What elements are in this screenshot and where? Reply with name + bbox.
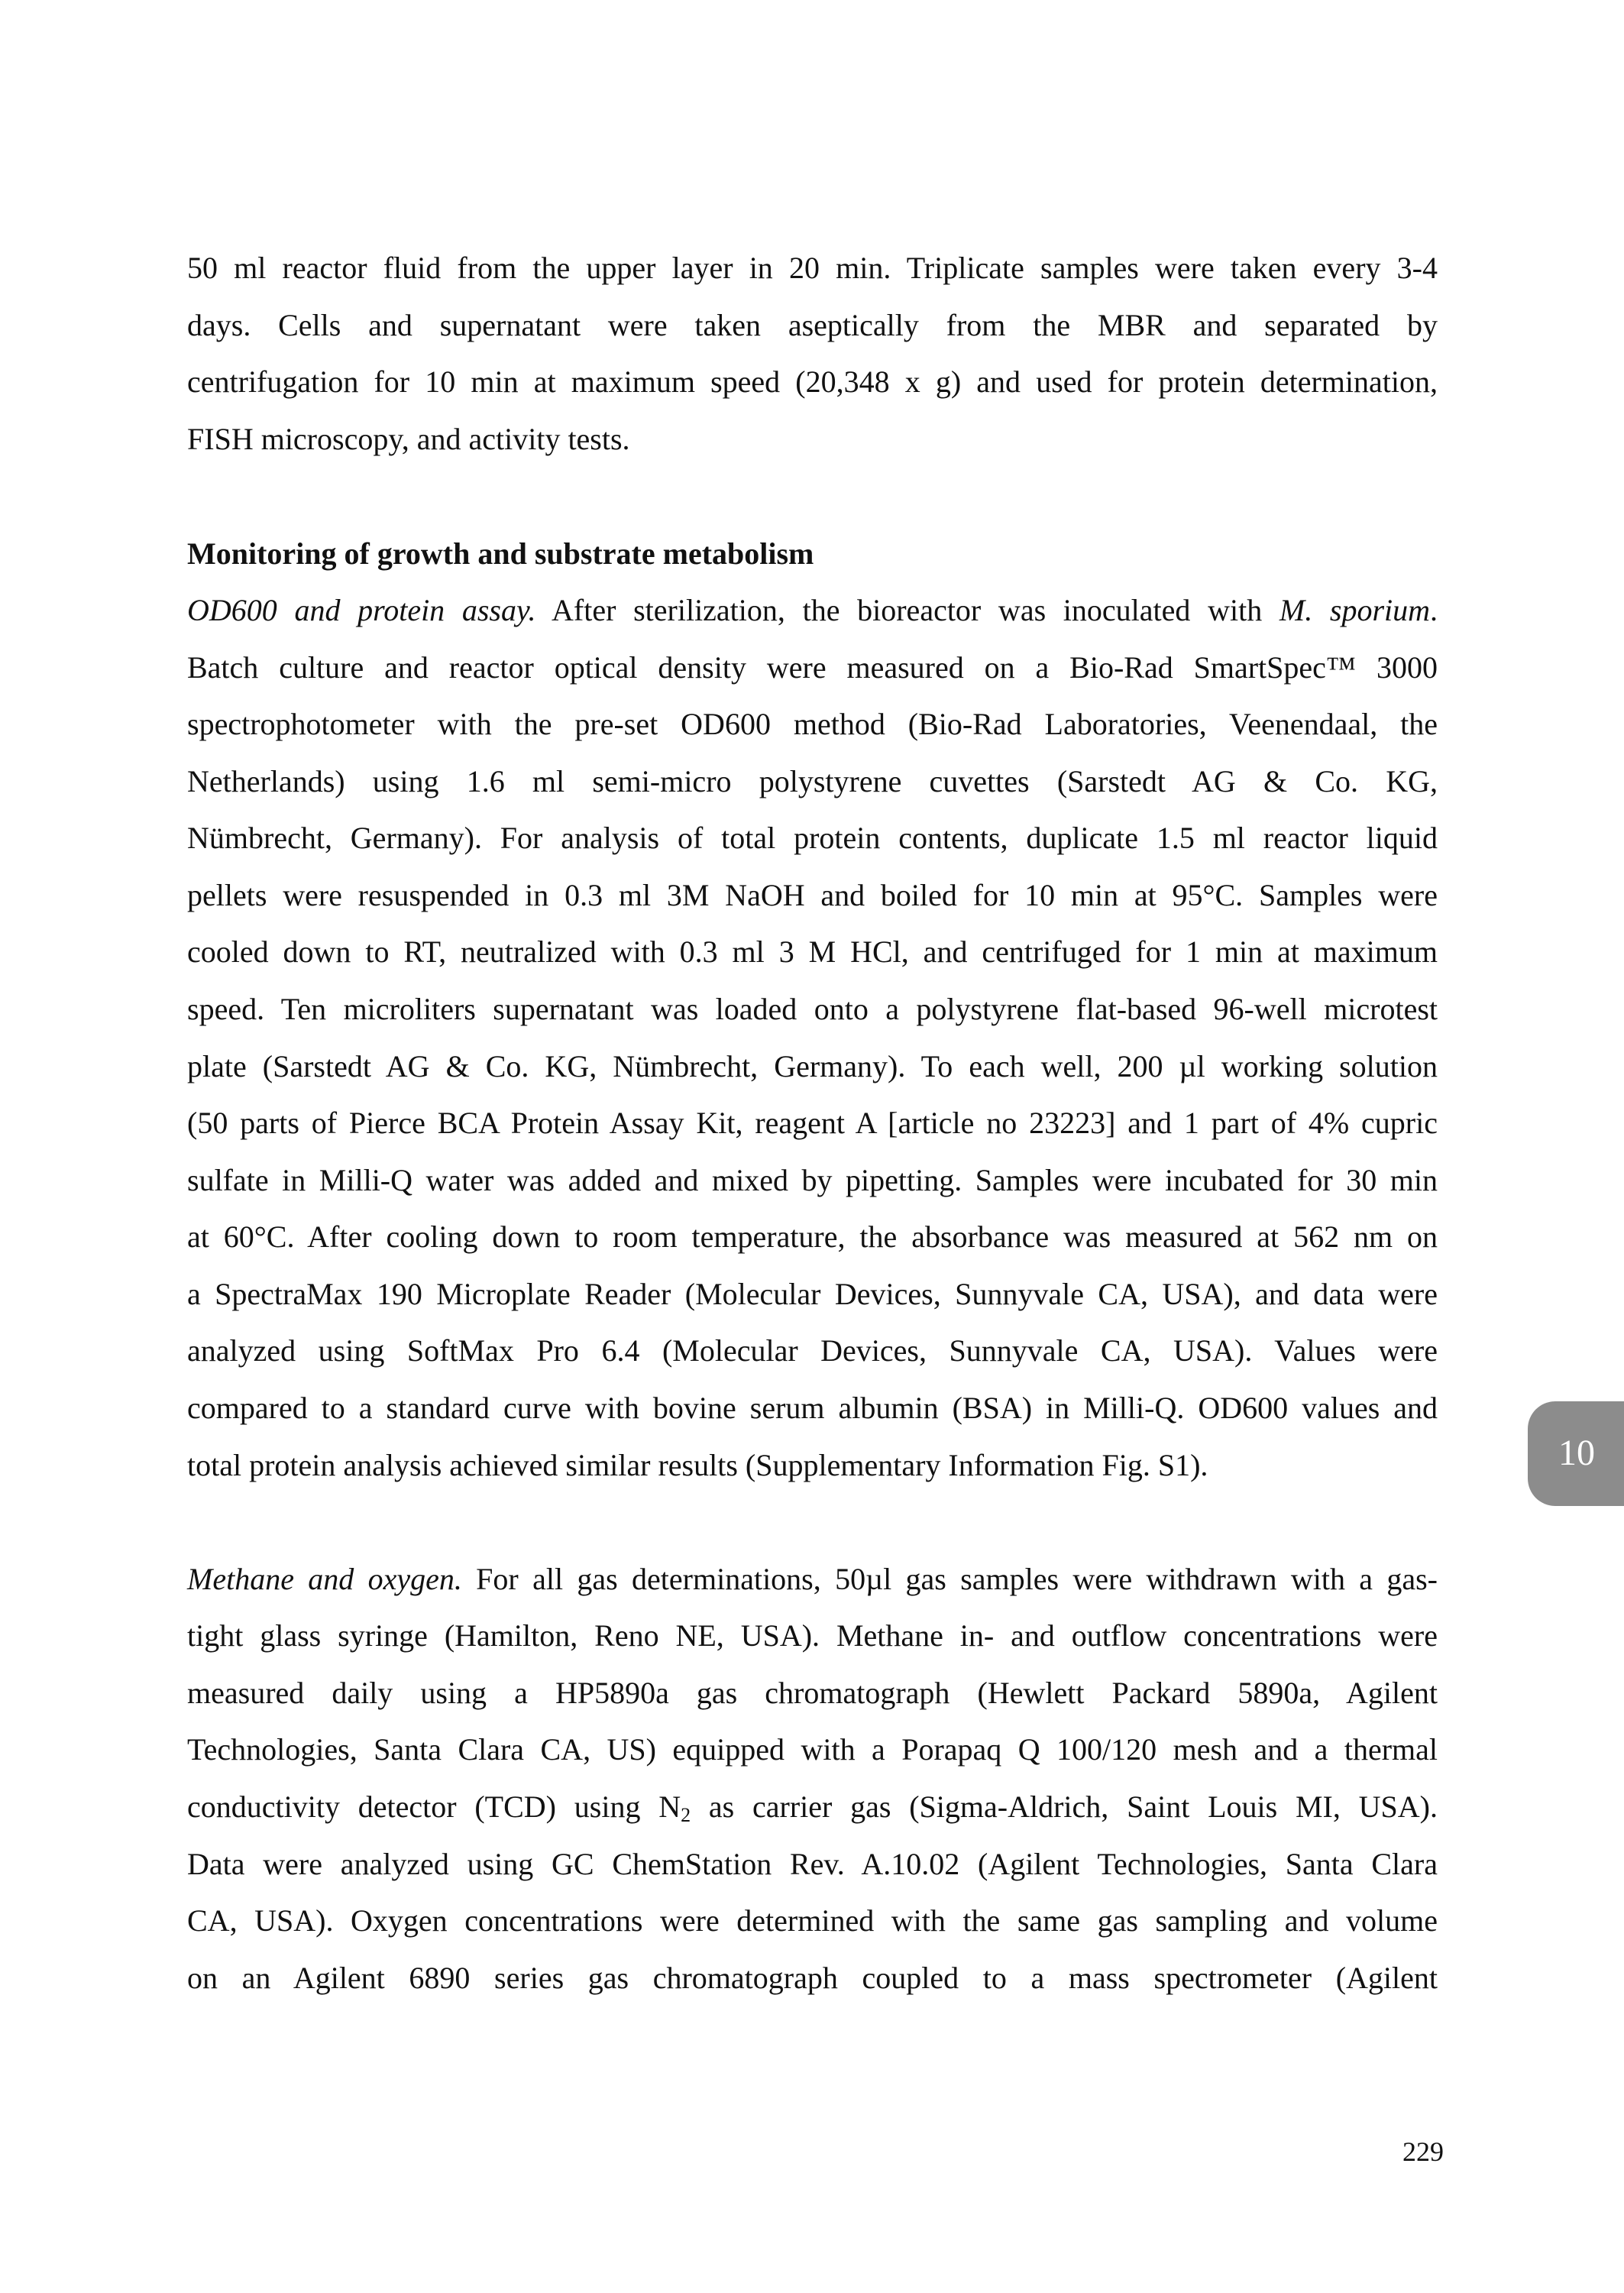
- body-text-line: cooled down to RT, neutralized with 0.3 ml 3 M HCl, and centrifuged for 1 min at maximum: [187, 934, 1438, 969]
- text-run: 3000: [1356, 650, 1438, 685]
- run-in-heading: Methane and oxygen.: [187, 1562, 462, 1596]
- text-run: Batch culture and reactor optical density were measured on a Bio-Rad SmartSpec: [187, 650, 1326, 685]
- text-run: For all gas determinations, 50µl gas samples were withdrawn with a gas-: [461, 1562, 1438, 1596]
- section-heading: Monitoring of growth and substrate metabolism: [187, 536, 814, 571]
- body-text-line: measured daily using a HP5890a gas chromatograph (Hewlett Packard 5890a, Agilent: [187, 1676, 1438, 1710]
- body-text-line: at 60°C. After cooling down to room temperature, the absorbance was measured at 562 nm on: [187, 1219, 1438, 1254]
- body-text-line: [187, 650, 1438, 685]
- body-text-line: on an Agilent 6890 series gas chromatograph coupled to a mass spectrometer (Agilent: [187, 1961, 1438, 1995]
- body-text-line: tight glass syringe (Hamilton, Reno NE, USA). Methane in- and outflow concentrations were: [187, 1618, 1438, 1653]
- body-text-line: [187, 1564, 1438, 1595]
- text-run: .: [1430, 593, 1438, 627]
- body-text-line: (50 parts of Pierce BCA Protein Assay Kit, reagent A [article no 23223] and 1 part of 4% cupric: [187, 1106, 1438, 1140]
- body-text-line: days. Cells and supernatant were taken aseptically from the MBR and separated by: [187, 308, 1438, 342]
- body-text-line: Netherlands) using 1.6 ml semi-micro polystyrene cuvettes (Sarstedt AG & Co. KG,: [187, 764, 1438, 798]
- body-text-line: [187, 595, 1438, 626]
- body-text-line: a SpectraMax 190 Microplate Reader (Molecular Devices, Sunnyvale CA, USA), and data were: [187, 1277, 1438, 1311]
- body-text-line: Data were analyzed using GC ChemStation Rev. A.10.02 (Agilent Technologies, Santa Clara: [187, 1847, 1438, 1881]
- run-in-heading: OD600 and protein assay.: [187, 593, 536, 627]
- body-text-line: speed. Ten microliters supernatant was loaded onto a polystyrene flat-based 96-well microtest: [187, 992, 1438, 1026]
- body-text-line: CA, USA). Oxygen concentrations were determined with the same gas sampling and volume: [187, 1903, 1438, 1938]
- body-text-line: FISH microscopy, and activity tests.: [187, 422, 630, 456]
- trademark-symbol: ™: [1325, 650, 1357, 685]
- text-run: conductivity detector (TCD) using N: [187, 1789, 681, 1824]
- chapter-number: 10: [1558, 1433, 1595, 1473]
- chapter-tab: [1528, 1401, 1624, 1506]
- text-run: as carrier gas (Sigma-Aldrich, Saint Louis MI, USA).: [691, 1789, 1438, 1824]
- body-text-line: pellets were resuspended in 0.3 ml 3M NaOH and boiled for 10 min at 95°C. Samples were: [187, 878, 1438, 912]
- page-number: 229: [1402, 2136, 1444, 2167]
- body-text-line: centrifugation for 10 min at maximum speed (20,348 x g) and used for protein determination,: [187, 364, 1438, 399]
- species-name: M. sporium: [1279, 593, 1431, 627]
- body-text-line: spectrophotometer with the pre-set OD600 method (Bio-Rad Laboratories, Veenendaal, the: [187, 707, 1438, 741]
- body-text-line: plate (Sarstedt AG & Co. KG, Nümbrecht, Germany). To each well, 200 µl working solution: [187, 1049, 1438, 1083]
- body-text-line: 50 ml reactor fluid from the upper layer in 20 min. Triplicate samples were taken every 3-4: [187, 251, 1438, 285]
- body-text-line: Nümbrecht, Germany). For analysis of total protein contents, duplicate 1.5 ml reactor liquid: [187, 821, 1438, 855]
- subscript: 2: [681, 1804, 691, 1826]
- body-text-line: Technologies, Santa Clara CA, US) equipped with a Porapaq Q 100/120 mesh and a thermal: [187, 1732, 1438, 1767]
- body-text-line: compared to a standard curve with bovine serum albumin (BSA) in Milli-Q. OD600 values and: [187, 1391, 1438, 1425]
- body-text-line: analyzed using SoftMax Pro 6.4 (Molecular Devices, Sunnyvale CA, USA). Values were: [187, 1333, 1438, 1368]
- text-run: After sterilization, the bioreactor was inoculated with: [535, 593, 1279, 627]
- body-text-line: sulfate in Milli-Q water was added and mixed by pipetting. Samples were incubated for 30 min: [187, 1163, 1438, 1197]
- body-text-line: total protein analysis achieved similar results (Supplementary Information Fig. S1).: [187, 1448, 1208, 1482]
- body-text-line: [187, 1789, 1438, 1826]
